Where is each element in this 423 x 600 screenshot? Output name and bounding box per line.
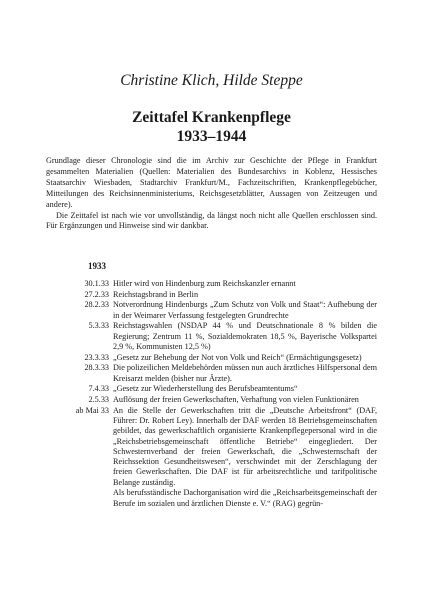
timeline-entry <box>46 363 377 384</box>
entry-date: 28.2.33 <box>84 300 109 310</box>
title-line-2: 1933–1944 <box>176 128 247 145</box>
entry-text: Auflösung der freien Gewerkschaften, Verhaftung von vielen Funktionären <box>113 395 359 404</box>
entry-date: 5.3.33 <box>88 321 109 331</box>
timeline <box>46 279 377 509</box>
timeline-entry <box>46 353 377 363</box>
title-line-1: Zeittafel Krankenpflege <box>132 109 291 126</box>
entry-text: „Gesetz zur Behebung der Not von Volk und Reich“ (Ermächtigungsgesetz) <box>113 352 362 362</box>
entry-text: Reichstagsbrand in Berlin <box>113 289 199 299</box>
timeline-entry <box>46 395 377 405</box>
entry-text: Reichstagswahlen (NSDAP 44 % und Deutschnationale 8 % bilden die Regierung; Zentrum 11 %, Sozialdemokraten 18,5 %, Bayerische Volkspartei 2,9 %, Kommunisten 12,5 %) <box>113 321 377 351</box>
timeline-entry <box>46 384 377 394</box>
entry-text: „Gesetz zur Wiederherstellung des Berufsbeamtentums“ <box>113 384 298 394</box>
entry-date: 30.1.33 <box>84 279 109 288</box>
entry-date: 2.5.33 <box>88 395 109 404</box>
entry-date: 28.3.33 <box>84 363 109 373</box>
entry-text: An die Stelle der Gewerkschaften tritt die „Deutsche Arbeitsfront“ (DAF, Führer: Dr. Robert Ley). Innerhalb der DAF werden 18 Betriebsgemeinschaften gebildet, das gewerkschaftlich organisierte Krankenpflegepersonal wird in die „Reichsbetriebsgemeinschaft öffentliche Betriebe“ eingegliedert. Der Schwesternverband der freien Gewerkschaft, die „Schwesternschaft der Reichssektion Gesundheitswesen“, verschwindet mit der Zerschlagung der freien Gewerkschaften. Die DAF ist für arbeitsrechtliche und tarifpolitische Belange zuständig. <box>113 405 377 487</box>
intro-section <box>46 156 377 232</box>
entry-date: ab Mai 33 <box>75 405 109 415</box>
timeline-entry <box>46 321 377 352</box>
timeline-continuation: Als berufsständische Dachorganisation wird die „Reichsarbeitsgemeinschaft der Berufe im sozialen und ärztlichen Dienste e. V.“ (RAG) gegrün- <box>113 488 377 508</box>
timeline-entry <box>46 300 377 321</box>
intro-paragraph-1: Grundlage dieser Chronologie sind die im Archiv zur Geschichte der Pflege in Frankfurt gesammelten Materialien (Quellen: Materialien des Bundesarchivs in Koblenz, Hessisches Staatsarchiv Wiesbaden, Stadtarchiv Frankfurt/M., Fachzeitschriften, Krankenpflegebücher, Mitteilungen des Reichsinnenministeriums, Reichsgesetzblätter, Aussagen von Zeitzeugen und andere). <box>46 156 377 209</box>
entry-date: 23.3.33 <box>84 352 109 362</box>
page-title <box>0 108 423 146</box>
authors: Christine Klich, Hilde Steppe <box>120 72 303 89</box>
timeline-entry <box>46 406 377 488</box>
entry-text: Notverordnung Hindenburgs „Zum Schutz von Volk und Staat“: Aufhebung der in der Weimarer Verfassung festgelegten Grundrechte <box>113 300 377 320</box>
entry-text: Hitler wird von Hindenburg zum Reichskanzler ernannt <box>113 279 296 288</box>
entry-text: Die polizeilichen Meldebehörden müssen nun auch ärztliches Hilfspersonal dem Kreisarzt melden (bisher nur Ärzte). <box>113 363 377 383</box>
timeline-entry <box>46 290 377 300</box>
intro-paragraph-2: Die Zeittafel ist nach wie vor unvollständig, da längst noch nicht alle Quellen erschlossen sind. Für Ergänzungen und Hinweise sind wir dankbar. <box>46 210 377 231</box>
timeline-entry <box>46 279 377 289</box>
entry-date: 27.2.33 <box>84 289 109 299</box>
year-heading: 1933 <box>88 261 106 271</box>
entry-date: 7.4.33 <box>88 384 109 394</box>
